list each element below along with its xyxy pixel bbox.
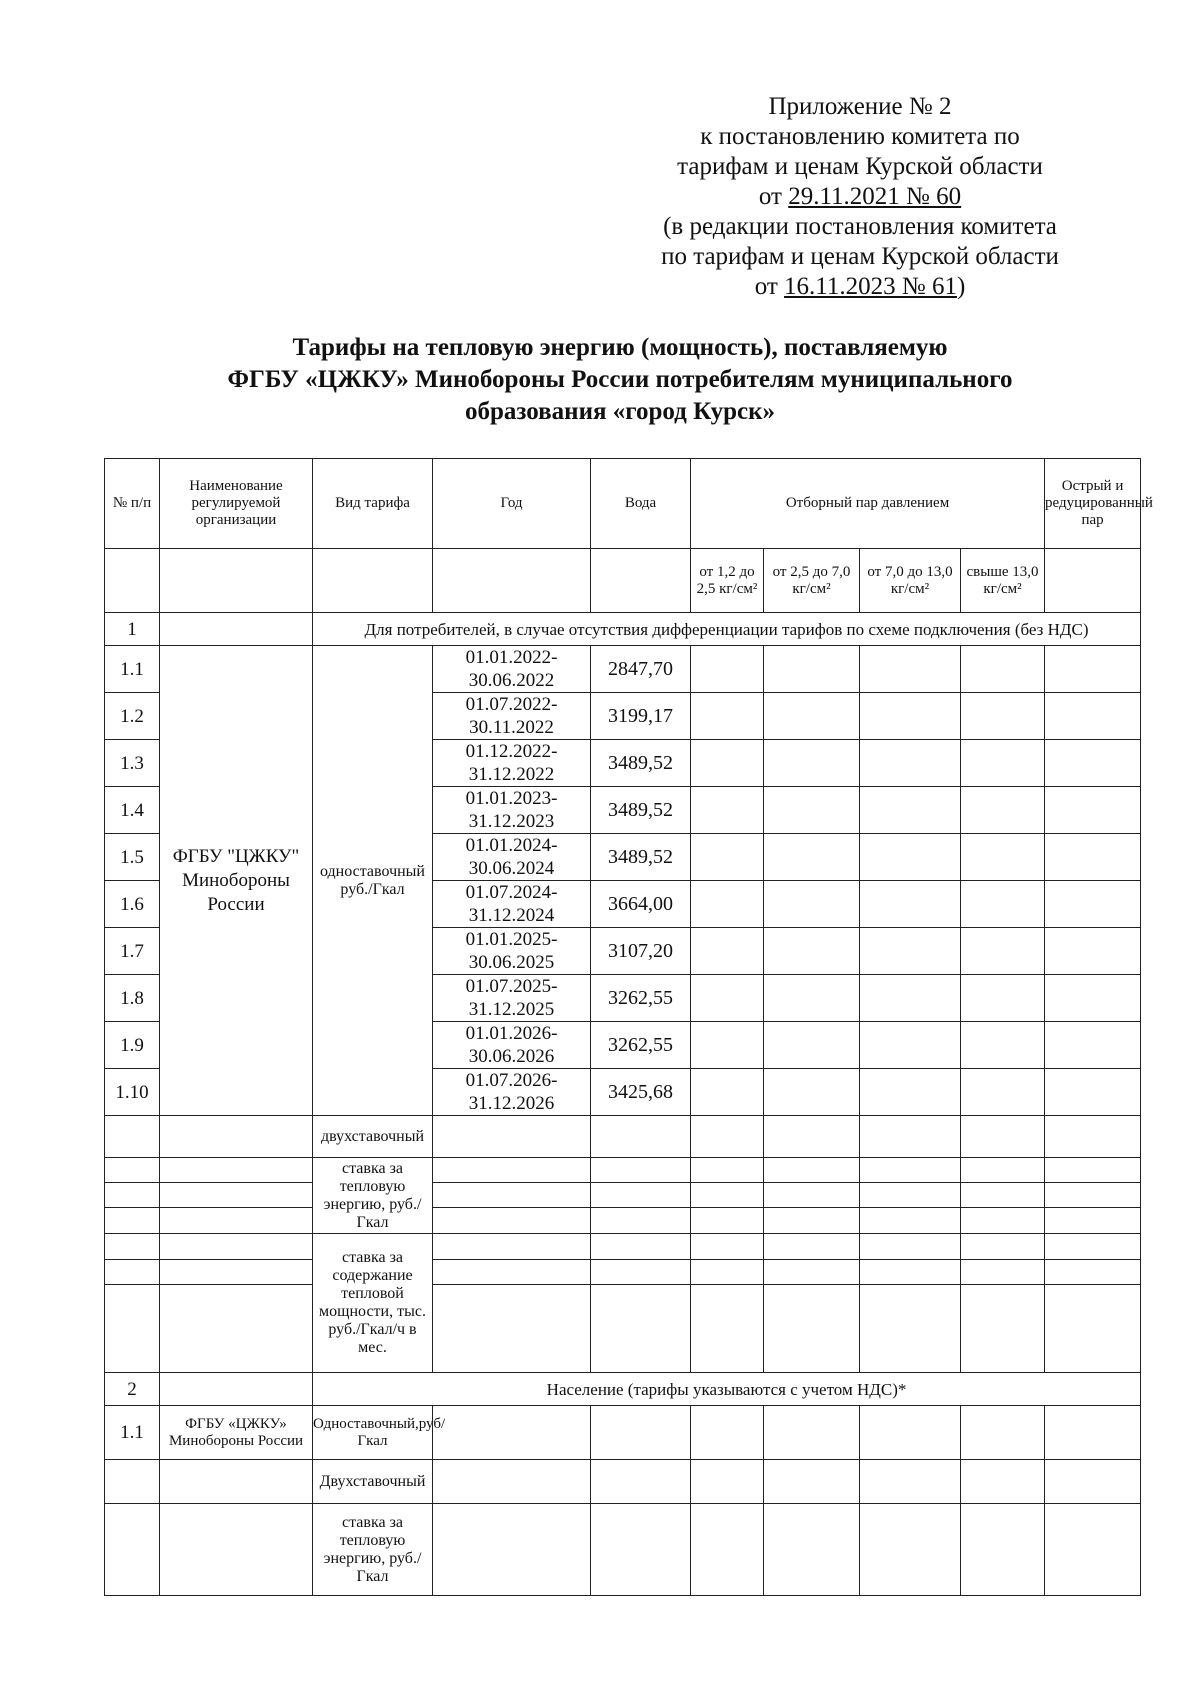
empty-cell: [860, 1116, 961, 1158]
appendix-line-4: [600, 182, 1120, 212]
empty-cell: [691, 928, 764, 975]
empty-cell: [860, 1208, 961, 1234]
empty-cell: [433, 1158, 591, 1183]
empty-cell: [860, 693, 961, 740]
empty-cell: [691, 1069, 764, 1116]
header-num: № п/п: [105, 459, 160, 549]
empty-cell: [691, 975, 764, 1022]
empty-cell: [591, 1406, 691, 1460]
header-pressure-4: свыше 13,0 кг/см²: [961, 549, 1045, 613]
tariff-type: двухставочный: [313, 1116, 433, 1158]
empty-cell: [1045, 1158, 1141, 1183]
empty-cell: [1045, 646, 1141, 693]
empty-cell: [433, 1208, 591, 1234]
empty-cell: [160, 1504, 313, 1596]
empty-cell: [961, 1285, 1045, 1373]
header-row: [105, 459, 1141, 549]
period-cell: 01.01.2023-31.12.2023: [433, 787, 591, 834]
section-2-num: 2: [105, 1373, 160, 1406]
header-tariff-type: Вид тарифа: [313, 459, 433, 549]
empty-cell: [160, 549, 313, 613]
empty-cell: [860, 1285, 961, 1373]
empty-cell: [105, 1158, 160, 1183]
empty-cell: [961, 1208, 1045, 1234]
empty-cell: [591, 1504, 691, 1596]
empty-cell: [1045, 1406, 1141, 1460]
empty-cell: [961, 1022, 1045, 1069]
table-row: [105, 1406, 1141, 1460]
empty-cell: [860, 834, 961, 881]
header-steam: Отборный пар давлением: [691, 459, 1045, 549]
empty-cell: [961, 1158, 1045, 1183]
empty-cell: [160, 1234, 313, 1260]
tariff-type: Одноставочный,руб/Гкал: [313, 1406, 433, 1460]
period-cell: 01.01.2025-30.06.2025: [433, 928, 591, 975]
empty-cell: [691, 1208, 764, 1234]
row-num: 1.1: [105, 646, 160, 693]
tariff-type: Двухставочный: [313, 1460, 433, 1504]
empty-cell: [961, 1504, 1045, 1596]
empty-cell: [433, 1116, 591, 1158]
empty-cell: [105, 1116, 160, 1158]
empty-cell: [764, 1183, 860, 1208]
empty-cell: [1045, 549, 1141, 613]
empty-cell: [105, 1260, 160, 1285]
empty-cell: [860, 1022, 961, 1069]
empty-cell: [1045, 1504, 1141, 1596]
section-2-row: [105, 1373, 1141, 1406]
empty-cell: [764, 1022, 860, 1069]
appendix-line-4-prefix: от: [758, 183, 789, 210]
water-tariff-cell: 3199,17: [591, 693, 691, 740]
empty-cell: [764, 693, 860, 740]
empty-cell: [860, 1069, 961, 1116]
empty-cell: [591, 1285, 691, 1373]
empty-cell: [433, 1183, 591, 1208]
empty-cell: [961, 881, 1045, 928]
table-row: [105, 1504, 1141, 1596]
empty-cell: [691, 740, 764, 787]
tariff-table-wrapper: [104, 458, 1153, 1596]
row-num: 1.6: [105, 881, 160, 928]
row-num: 1.7: [105, 928, 160, 975]
empty-cell: [591, 1183, 691, 1208]
header-pressure-3: от 7,0 до 13,0 кг/см²: [860, 549, 961, 613]
appendix-line-1: Приложение № 2: [768, 93, 952, 120]
section-2-label: Население (тарифы указываются с учетом НДС)*: [313, 1373, 1141, 1406]
empty-cell: [764, 1504, 860, 1596]
section-1-row: [105, 613, 1141, 646]
empty-cell: [764, 740, 860, 787]
appendix-line-7-suffix: ): [956, 273, 966, 300]
table-row: [105, 1158, 1141, 1183]
empty-cell: [591, 1460, 691, 1504]
empty-cell: [961, 1116, 1045, 1158]
table-row: [105, 646, 1141, 693]
empty-cell: [764, 1285, 860, 1373]
empty-cell: [691, 1460, 764, 1504]
empty-cell: [433, 1234, 591, 1260]
tariff-table: [104, 458, 1153, 1596]
empty-cell: [860, 1234, 961, 1260]
tariff-type: одноставочный руб./Гкал: [313, 646, 433, 1116]
header-pressure-2: от 2,5 до 7,0 кг/см²: [764, 549, 860, 613]
empty-cell: [764, 1260, 860, 1285]
empty-cell: [433, 549, 591, 613]
empty-cell: [160, 1460, 313, 1504]
empty-cell: [1045, 1460, 1141, 1504]
empty-cell: [764, 928, 860, 975]
empty-cell: [1045, 1208, 1141, 1234]
empty-cell: [691, 1406, 764, 1460]
empty-cell: [691, 881, 764, 928]
empty-cell: [1045, 1234, 1141, 1260]
empty-cell: [433, 1260, 591, 1285]
empty-cell: [1045, 1069, 1141, 1116]
decree-date-1: 29.11.2021 № 60: [788, 183, 962, 210]
appendix-line-5: (в редакции постановления комитета: [663, 213, 1057, 240]
empty-cell: [764, 881, 860, 928]
table-row: [105, 1460, 1141, 1504]
empty-cell: [961, 646, 1045, 693]
row-num: 1.5: [105, 834, 160, 881]
empty-cell: [860, 646, 961, 693]
decree-date-2: 16.11.2023 № 61: [784, 273, 957, 300]
empty-cell: [433, 1285, 591, 1373]
empty-cell: [160, 1183, 313, 1208]
empty-cell: [1045, 1022, 1141, 1069]
period-cell: 01.07.2022-30.11.2022: [433, 693, 591, 740]
empty-cell: [433, 1460, 591, 1504]
empty-cell: [691, 1183, 764, 1208]
empty-cell: [105, 1183, 160, 1208]
empty-cell: [105, 1504, 160, 1596]
empty-cell: [961, 834, 1045, 881]
water-tariff-cell: 3262,55: [591, 975, 691, 1022]
row-num: 1.9: [105, 1022, 160, 1069]
title-line-1: Тарифы на тепловую энергию (мощность), поставляемую: [292, 334, 948, 361]
empty-cell: [961, 1183, 1045, 1208]
empty-cell: [105, 549, 160, 613]
empty-cell: [961, 740, 1045, 787]
empty-cell: [591, 1208, 691, 1234]
title-line-2: ФГБУ «ЦЖКУ» Минобороны России потребителям муниципального: [227, 366, 1013, 393]
empty-cell: [860, 1260, 961, 1285]
empty-cell: [860, 928, 961, 975]
empty-cell: [160, 1285, 313, 1373]
empty-cell: [961, 928, 1045, 975]
empty-cell: [160, 1260, 313, 1285]
period-cell: 01.12.2022-31.12.2022: [433, 740, 591, 787]
empty-cell: [1045, 975, 1141, 1022]
water-tariff-cell: 3489,52: [591, 740, 691, 787]
empty-cell: [764, 1158, 860, 1183]
subheader-row: [105, 549, 1141, 613]
empty-cell: [961, 693, 1045, 740]
empty-cell: [691, 834, 764, 881]
header-pressure-1: от 1,2 до 2,5 кг/см²: [691, 549, 764, 613]
table-row: [105, 1260, 1141, 1285]
empty-cell: [691, 1234, 764, 1260]
table-row: [105, 1208, 1141, 1234]
empty-cell: [105, 1460, 160, 1504]
period-cell: 01.01.2026-30.06.2026: [433, 1022, 591, 1069]
empty-cell: [160, 1158, 313, 1183]
water-tariff-cell: 3425,68: [591, 1069, 691, 1116]
table-row: [105, 1234, 1141, 1260]
empty-cell: [433, 1504, 591, 1596]
empty-cell: [764, 1460, 860, 1504]
period-cell: 01.01.2024-30.06.2024: [433, 834, 591, 881]
empty-cell: [691, 1504, 764, 1596]
empty-cell: [1045, 1260, 1141, 1285]
period-cell: 01.07.2024-31.12.2024: [433, 881, 591, 928]
empty-cell: [764, 834, 860, 881]
water-tariff-cell: 3489,52: [591, 834, 691, 881]
empty-cell: [1045, 1285, 1141, 1373]
org-name: ФГБУ "ЦЖКУ" Минобороны России: [160, 646, 313, 1116]
empty-cell: [1045, 834, 1141, 881]
header-water: Вода: [591, 459, 691, 549]
empty-cell: [1045, 787, 1141, 834]
empty-cell: [764, 646, 860, 693]
tariff-type: ставка за содержание тепловой мощности, тыс. руб./Гкал/ч в мес.: [313, 1234, 433, 1373]
appendix-header: [600, 92, 1120, 302]
table-row: [105, 1116, 1141, 1158]
empty-cell: [961, 1460, 1045, 1504]
empty-cell: [860, 1158, 961, 1183]
row-num: 1.3: [105, 740, 160, 787]
period-cell: 01.07.2025-31.12.2025: [433, 975, 591, 1022]
empty-cell: [1045, 1183, 1141, 1208]
period-cell: 01.01.2022-30.06.2022: [433, 646, 591, 693]
title-line-3: образования «город Курск»: [465, 398, 775, 425]
appendix-line-3: тарифам и ценам Курской области: [677, 153, 1043, 180]
empty-cell: [433, 1406, 591, 1460]
empty-cell: [764, 787, 860, 834]
empty-cell: [764, 1116, 860, 1158]
empty-cell: [961, 1260, 1045, 1285]
row-num: 1.2: [105, 693, 160, 740]
empty-cell: [764, 1406, 860, 1460]
header-sharp-steam: Острый и редуцированный пар: [1045, 459, 1141, 549]
tariff-type: ставка за тепловую энергию, руб./Гкал: [313, 1504, 433, 1596]
empty-cell: [1045, 740, 1141, 787]
appendix-line-2: к постановлению комитета по: [700, 123, 1020, 150]
empty-cell: [591, 1158, 691, 1183]
water-tariff-cell: 3489,52: [591, 787, 691, 834]
empty-cell: [961, 975, 1045, 1022]
section-1-num: 1: [105, 613, 160, 646]
row-num: 1.8: [105, 975, 160, 1022]
empty-cell: [105, 1208, 160, 1234]
empty-cell: [691, 1158, 764, 1183]
empty-cell: [591, 1260, 691, 1285]
empty-cell: [860, 881, 961, 928]
appendix-line-6: по тарифам и ценам Курской области: [661, 243, 1059, 270]
document-title: [120, 332, 1120, 428]
empty-cell: [860, 1460, 961, 1504]
table-row: [105, 1183, 1141, 1208]
empty-cell: [160, 613, 313, 646]
empty-cell: [860, 787, 961, 834]
empty-cell: [160, 1116, 313, 1158]
empty-cell: [1045, 693, 1141, 740]
empty-cell: [1045, 881, 1141, 928]
empty-cell: [1045, 928, 1141, 975]
water-tariff-cell: 3262,55: [591, 1022, 691, 1069]
empty-cell: [313, 549, 433, 613]
empty-cell: [105, 1234, 160, 1260]
empty-cell: [691, 1022, 764, 1069]
empty-cell: [105, 1285, 160, 1373]
empty-cell: [860, 740, 961, 787]
org-name: ФГБУ «ЦЖКУ» Минобороны России: [160, 1406, 313, 1460]
row-num: 1.10: [105, 1069, 160, 1116]
empty-cell: [961, 1069, 1045, 1116]
empty-cell: [691, 1116, 764, 1158]
row-num: 1.4: [105, 787, 160, 834]
empty-cell: [764, 975, 860, 1022]
empty-cell: [691, 1260, 764, 1285]
empty-cell: [591, 549, 691, 613]
empty-cell: [160, 1208, 313, 1234]
empty-cell: [764, 1069, 860, 1116]
empty-cell: [691, 787, 764, 834]
row-num: 1.1: [105, 1406, 160, 1460]
tariff-type: ставка за тепловую энергию, руб./Гкал: [313, 1158, 433, 1234]
empty-cell: [1045, 1116, 1141, 1158]
table-row: [105, 1285, 1141, 1373]
appendix-line-7: [600, 272, 1120, 302]
empty-cell: [764, 1208, 860, 1234]
period-cell: 01.07.2026-31.12.2026: [433, 1069, 591, 1116]
section-1-label: Для потребителей, в случае отсутствия дифференциации тарифов по схеме подключения (без НДС): [313, 613, 1141, 646]
empty-cell: [860, 1406, 961, 1460]
empty-cell: [860, 1183, 961, 1208]
appendix-line-7-prefix: от: [754, 273, 785, 300]
empty-cell: [691, 646, 764, 693]
empty-cell: [691, 1285, 764, 1373]
empty-cell: [860, 975, 961, 1022]
empty-cell: [961, 1234, 1045, 1260]
empty-cell: [961, 787, 1045, 834]
empty-cell: [860, 1504, 961, 1596]
empty-cell: [591, 1116, 691, 1158]
empty-cell: [691, 693, 764, 740]
water-tariff-cell: 3107,20: [591, 928, 691, 975]
header-year: Год: [433, 459, 591, 549]
empty-cell: [591, 1234, 691, 1260]
empty-cell: [160, 1373, 313, 1406]
empty-cell: [961, 1406, 1045, 1460]
water-tariff-cell: 3664,00: [591, 881, 691, 928]
empty-cell: [764, 1234, 860, 1260]
header-org: Наименование регулируемой организации: [160, 459, 313, 549]
water-tariff-cell: 2847,70: [591, 646, 691, 693]
